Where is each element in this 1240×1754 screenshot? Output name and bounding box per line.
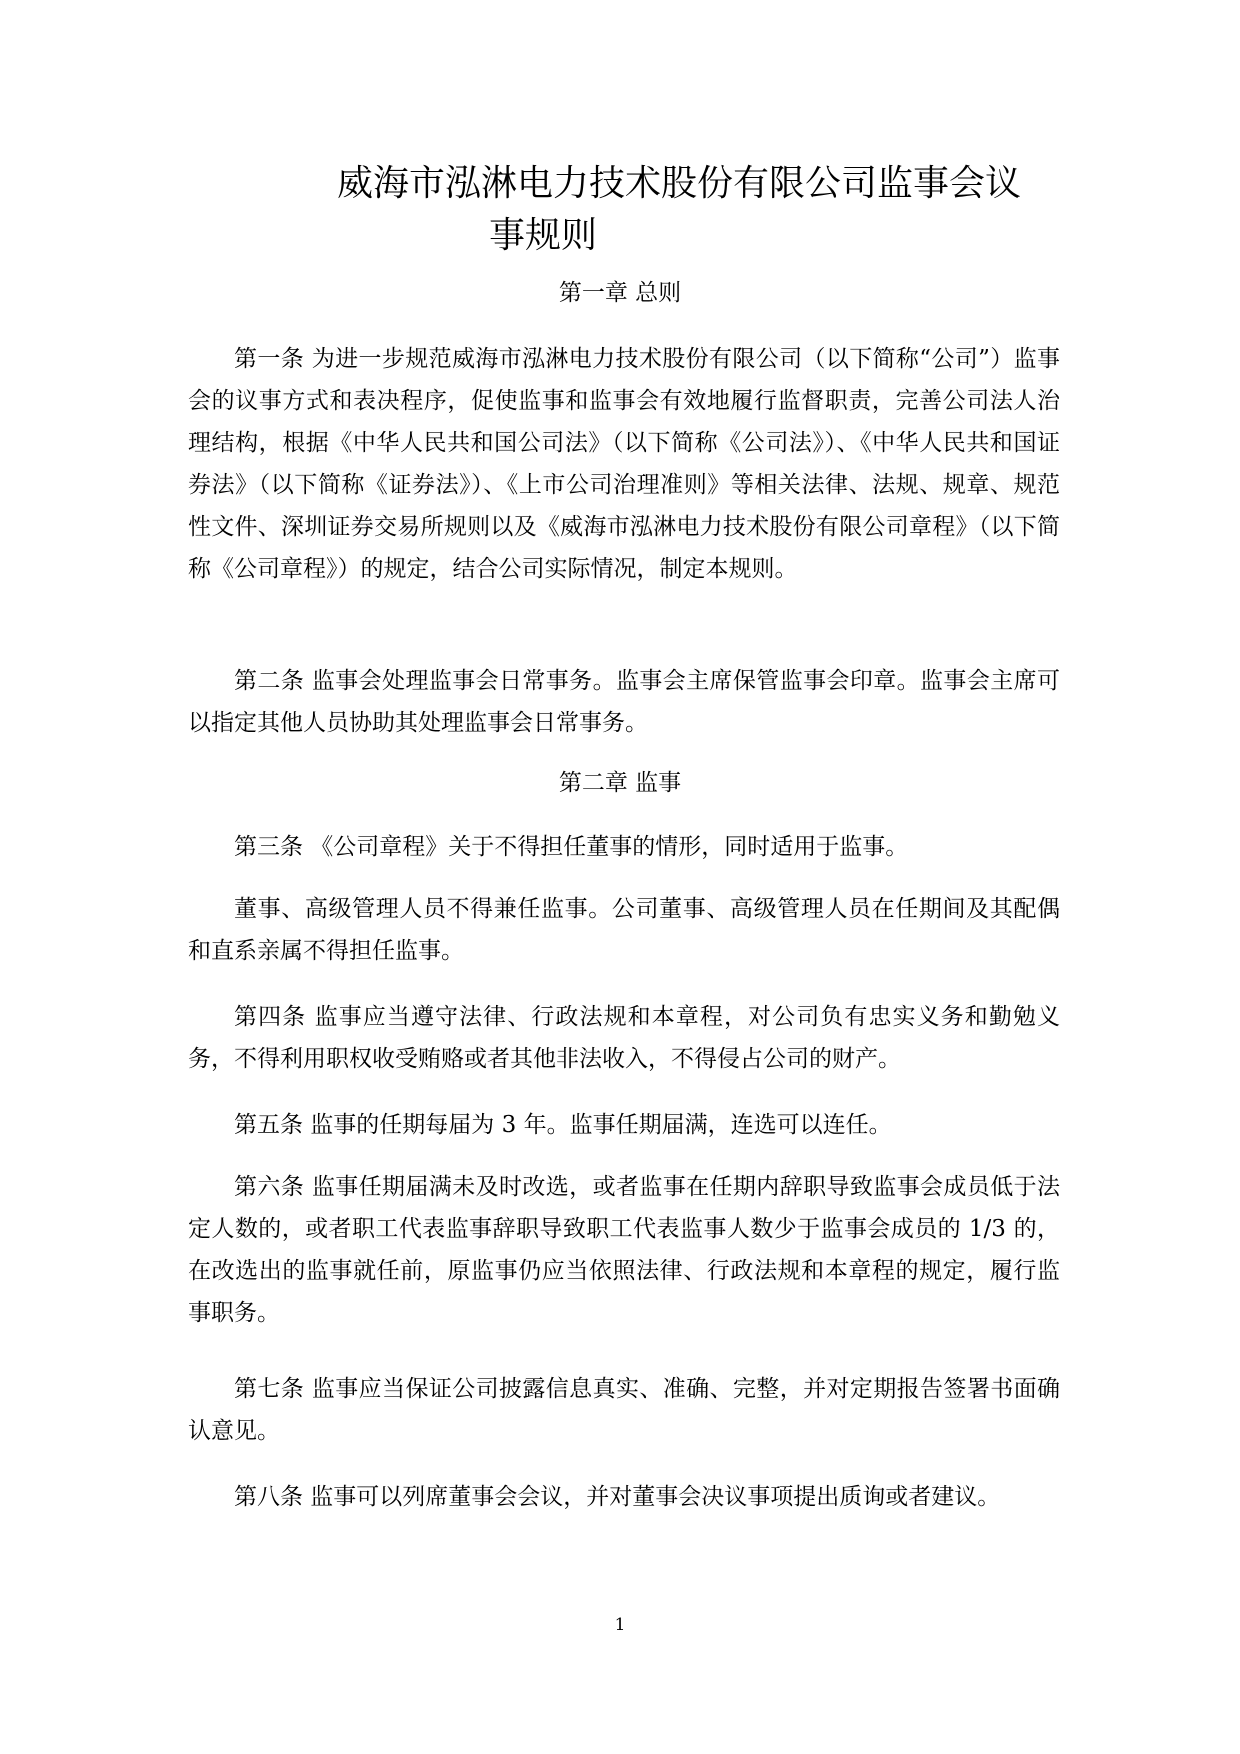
article-6: 第六条 监事任期届满未及时改选，或者监事在任期内辞职导致监事会成员低于法定人数的，或者职工代表监事辞职导致职工代表监事人数少于监事会成员的 1/3 的，在改选出的监事就任前，原监事仍应当依照法律、行政法规和本章程的规定，履行监事职务。 [188,1174,1060,1326]
chapter-1-heading: 第一章 总则 [558,280,682,306]
article-7: 第七条 监事应当保证公司披露信息真实、准确、完整，并对定期报告签署书面确认意见。 [188,1376,1060,1444]
article-8: 第八条 监事可以列席董事会会议，并对董事会决议事项提出质询或者建议。 [234,1484,1001,1510]
article-5: 第五条 监事的任期每届为 3 年。监事任期届满，连选可以连任。 [234,1112,892,1138]
article-4: 第四条 监事应当遵守法律、行政法规和本章程，对公司负有忠实义务和勤勉义务，不得利用职权收受贿赂或者其他非法收入，不得侵占公司的财产。 [188,1004,1060,1072]
chapter-2-heading: 第二章 监事 [558,770,682,796]
article-3: 第三条 《公司章程》关于不得担任董事的情形，同时适用于监事。 [234,834,909,860]
article-2: 第二条 监事会处理监事会日常事务。监事会主席保管监事会印章。监事会主席可以指定其他人员协助其处理监事会日常事务。 [188,668,1060,736]
article-1: 第一条 为进一步规范威海市泓淋电力技术股份有限公司（以下简称“公司”）监事会的议事方式和表决程序，促使监事和监事会有效地履行监督职责，完善公司法人治理结构，根据《中华人民共和国公司法》（以下简称《公司法》）、《中华人民共和国证券法》（以下简称《证券法》）、《上市公司治理准则》等相关法律、法规、规章、规范性文件、深圳证券交易所规则以及《威海市泓淋电力技术股份有限公司章程》（以下简称《公司章程》）的规定，结合公司实际情况，制定本规则。 [188,346,1060,582]
article-3-paragraph-2: 董事、高级管理人员不得兼任监事。公司董事、高级管理人员在任期间及其配偶和直系亲属不得担任监事。 [188,896,1060,964]
title-line-2: 事规则 [489,215,598,256]
page-number: 1 [614,1615,626,1635]
document-title [337,158,1067,262]
title-line-1: 威海市泓淋电力技术股份有限公司监事会议 [337,163,1022,204]
